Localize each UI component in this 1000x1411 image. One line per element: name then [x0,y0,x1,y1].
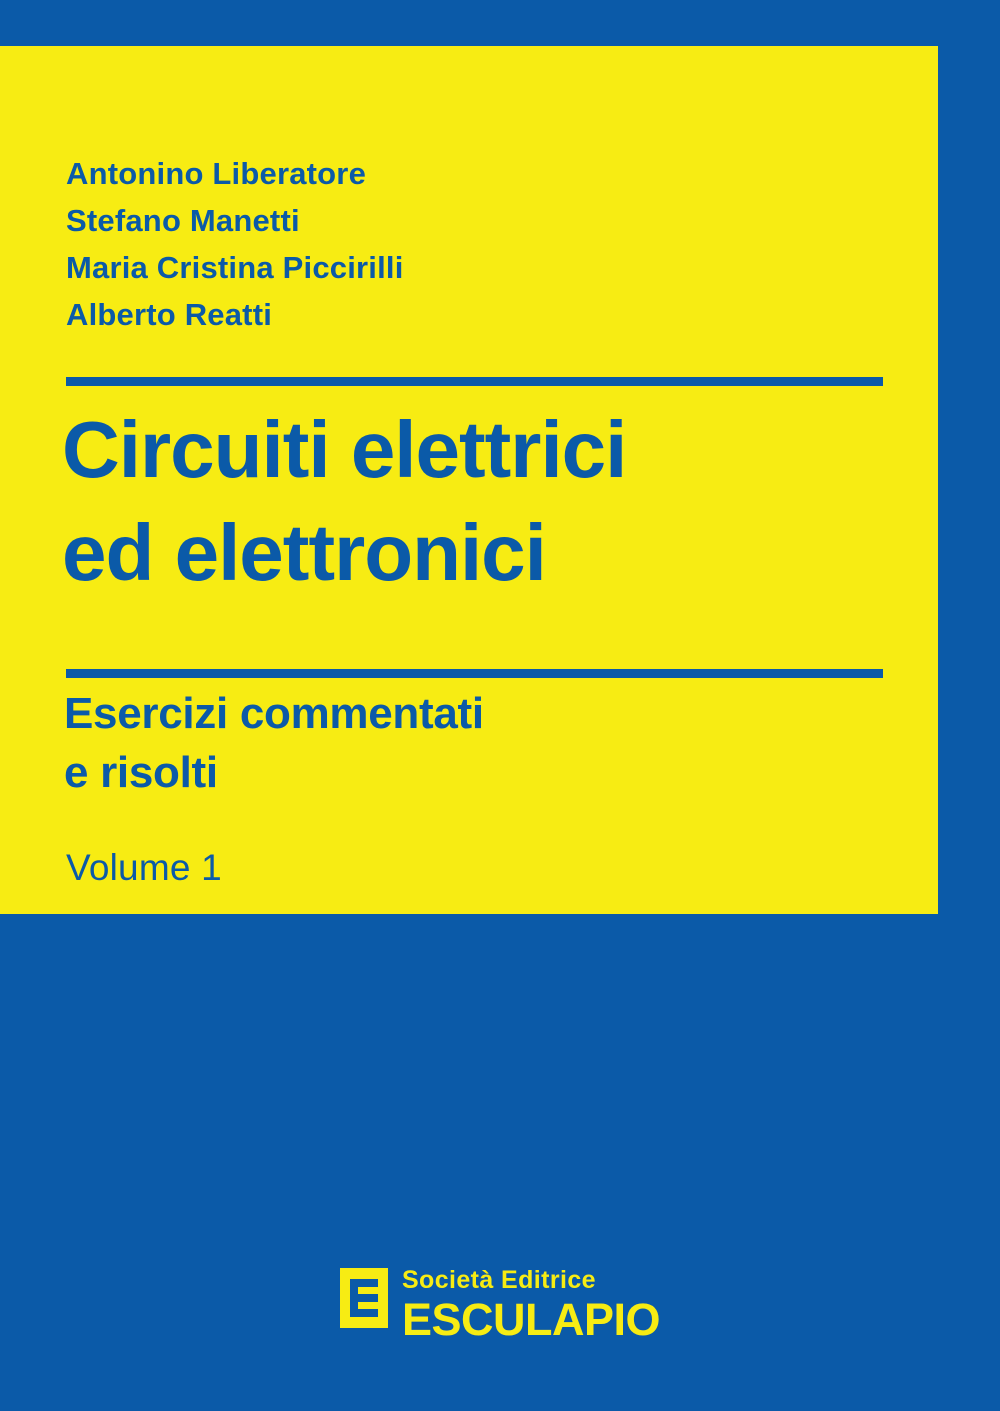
publisher-name [401,1266,661,1345]
e-mark-bar [350,1279,378,1287]
author-name: Maria Cristina Piccirilli [66,250,404,286]
divider-bottom [66,669,883,678]
author-list [66,150,886,338]
divider-top [66,377,883,386]
yellow-panel [0,46,938,914]
author-name: Stefano Manetti [66,203,300,239]
book-title-line: Circuiti elettrici [62,405,627,494]
book-subtitle-line: e risolti [64,747,218,797]
book-subtitle [64,685,924,802]
author-name: Antonino Liberatore [66,156,367,191]
publisher-block [0,1266,1000,1345]
e-mark-bar [350,1309,378,1317]
author-name: Alberto Reatti [66,297,273,333]
book-subtitle-line: Esercizi commentati [64,689,484,738]
esculapio-e-mark-icon [340,1268,388,1328]
publisher-logo [340,1266,661,1345]
e-mark-bar [350,1294,378,1302]
volume-label: Volume 1 [66,847,222,888]
publisher-wordmark: ESCULAPIO [401,1294,661,1345]
book-title [62,398,942,604]
publisher-tagline: Società Editrice [401,1266,596,1294]
book-title-line: ed elettronici [62,508,546,598]
